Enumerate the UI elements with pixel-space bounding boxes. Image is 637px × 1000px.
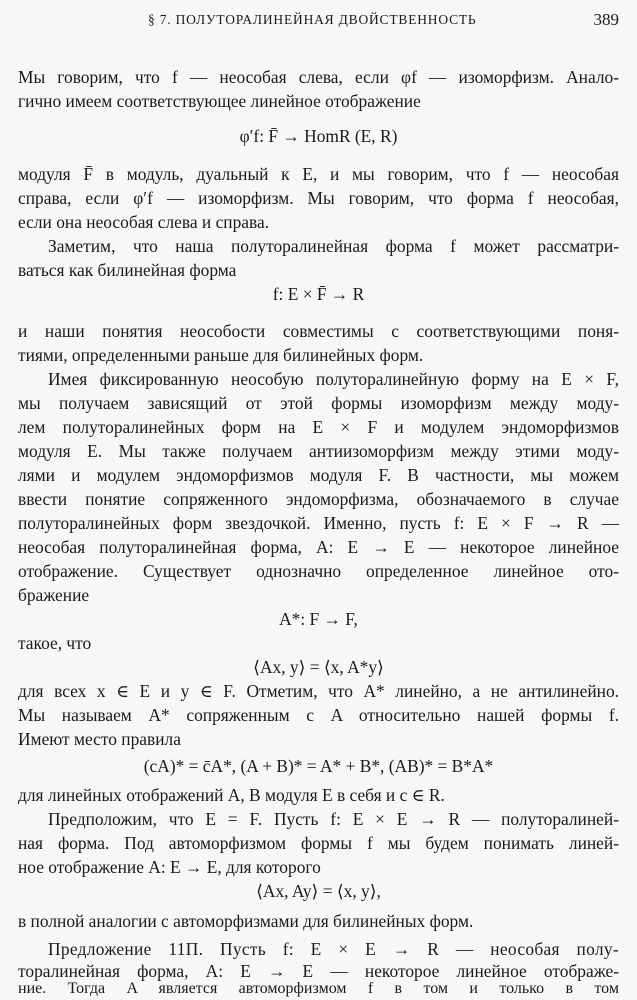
text-line: для всех x ∈ E и y ∈ F. Отметим, что A* линейно, а не антилинейно.: [18, 681, 619, 701]
text-line: Мы называем A* сопряженным с A относительно нашей формы f.: [18, 705, 619, 725]
text-line: бражение: [18, 585, 90, 605]
text-line: лями и модулем эндоморфизмов модуля F. В частности, мы можем: [18, 465, 619, 485]
text-line: ввести понятие сопряженного эндоморфизма, обозначаемого в случае: [18, 489, 619, 509]
text-line: модуля E. Мы также получаем антиизоморфизм между этими моду-: [18, 441, 619, 461]
text-line: в полной аналогии с автоморфизмами для билинейных форм.: [18, 911, 474, 931]
text-line: модуля F̄ в модуль, дуальный к E, и мы говорим, что f — неособая: [18, 164, 619, 184]
formula: (cA)* = c̄A*, (A + B)* = A* + B*, (AB)* = B*A*: [143, 756, 494, 776]
proposition-line: Предложение 11П. Пусть f: E × E → R — неособая полу-: [48, 939, 619, 959]
formula: φ′f: F̄ → HomR (E, R): [239, 126, 398, 146]
text-line: такое, что: [18, 633, 92, 653]
text-line: мы получаем зависящий от этой формы изоморфизм между моду-: [18, 393, 619, 413]
text-line: для линейных отображений A, B модуля E в себя и c ∈ R.: [18, 785, 445, 805]
text-line: ное отображение A: E → E, для которого: [18, 857, 321, 877]
text-line: лем полуторалинейных форм на E × F и модулем эндоморфизмов: [18, 417, 619, 437]
text-line: если она неособая слева и справа.: [18, 212, 270, 232]
text-line: отображение. Существует однозначно определенное линейное ото-: [18, 561, 619, 581]
text-line: Имея фиксированную неособую полуторалинейную форму на E × F,: [48, 369, 619, 389]
page-number: 389: [593, 10, 619, 29]
text-line: справа, если φ′f — изоморфизм. Мы говорим, что форма f неособая,: [18, 188, 619, 208]
formula: A*: F → F,: [279, 609, 358, 629]
text-line: гично имеем соответствующее линейное отображение: [18, 91, 421, 111]
running-header: [0, 10, 637, 34]
text-line: полуторалинейных форм звездочкой. Именно, пусть f: E × F → R —: [18, 513, 619, 533]
section-title: § 7. ПОЛУТОРАЛИНЕЙНАЯ ДВОЙСТВЕННОСТЬ: [148, 12, 477, 27]
proposition-line: ние. Тогда A является автоморфизмом f в том и только в том: [18, 980, 619, 997]
text-line: неособая полуторалинейная форма, A: E → E — некоторое линейное: [18, 537, 619, 557]
text-line: Предположим, что E = F. Пусть f: E × E → R — полуторалиней-: [48, 809, 619, 829]
text-line: тиями, определенными раньше для билинейных форм.: [18, 345, 424, 365]
formula: ⟨Ax, Ay⟩ = ⟨x, y⟩,: [256, 881, 381, 901]
formula: f: E × F̄ → R: [272, 284, 365, 304]
text-line: ваться как билинейная форма: [18, 260, 237, 280]
proposition-line: торалинейная форма, A: E → E — некоторое линейное отображе-: [18, 961, 619, 981]
formula: ⟨Ax, y⟩ = ⟨x, A*y⟩: [253, 657, 384, 677]
text-line: Мы говорим, что f — неособая слева, если φf — изоморфизм. Анало-: [18, 67, 619, 87]
text-line: ная форма. Под автоморфизмом формы f мы будем понимать линей-: [18, 833, 619, 853]
text-line: Имеют место правила: [18, 729, 181, 749]
text-line: Заметим, что наша полуторалинейная форма f может рассматри-: [48, 236, 619, 256]
text-line: и наши понятия неособости совместимы с соответствующими поня-: [18, 321, 619, 341]
